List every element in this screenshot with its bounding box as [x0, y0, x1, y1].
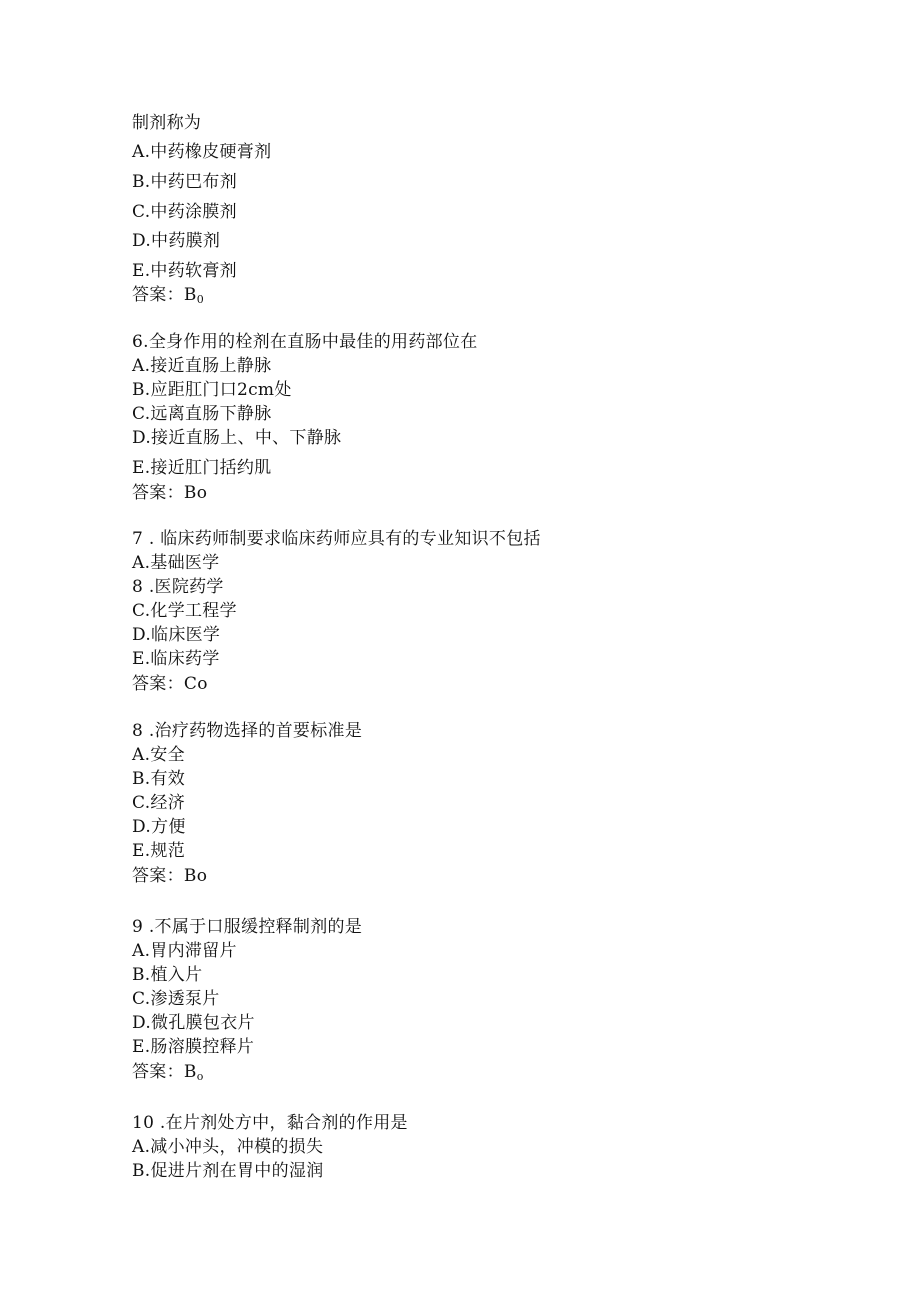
answer-suffix: o [196, 1070, 204, 1083]
option-d: D.中药膜剂 [132, 231, 221, 251]
option-b: B.应距肛门口2cm处 [132, 380, 292, 400]
option-e: E.中药软膏剂 [132, 261, 237, 281]
question-stem: 6.全身作用的栓剂在直肠中最佳的用药部位在 [132, 332, 478, 352]
option-a: A.安全 [132, 745, 185, 765]
answer-text: 答案：B [132, 1062, 197, 1082]
option-a: A.减小冲头，冲模的损失 [132, 1137, 324, 1157]
question-stem: 制剂称为 [132, 113, 202, 133]
option-c: C.经济 [132, 793, 186, 813]
answer-suffix: 0 [196, 293, 205, 306]
answer-line: 答案：Co [132, 674, 208, 694]
option-d: D.方便 [132, 817, 186, 837]
option-d: D.微孔膜包衣片 [132, 1013, 255, 1033]
answer-line: 答案：Bo [132, 483, 208, 503]
question-stem: 8 .治疗药物选择的首要标准是 [132, 721, 363, 741]
option-e: E.肠溶膜控释片 [132, 1037, 255, 1057]
option-a: A.基础医学 [132, 553, 220, 573]
option-b: B.中药巴布剂 [132, 172, 237, 192]
answer-text: 答案：B [132, 285, 197, 305]
option-b: B.有效 [132, 769, 186, 789]
option-c: C.远离直肠下静脉 [132, 404, 272, 424]
answer-line: 答案：Bo [132, 866, 208, 886]
question-stem: 9 .不属于口服缓控释制剂的是 [132, 917, 363, 937]
option-c: C.中药涂膜剂 [132, 202, 237, 222]
option-c: C.渗透泵片 [132, 989, 220, 1009]
option-a: A.接近直肠上静脉 [132, 356, 272, 376]
answer-line [132, 284, 204, 311]
option-e: E.临床药学 [132, 649, 220, 669]
option-b: B.植入片 [132, 965, 203, 985]
question-stem: 10 .在片剂处方中，黏合剂的作用是 [132, 1113, 408, 1133]
option-d: D.接近直肠上、中、下静脉 [132, 428, 342, 448]
option-a: A.中药橡皮硬膏剂 [132, 142, 272, 162]
option-a: A.胃内滞留片 [132, 941, 237, 961]
option-c: C.化学工程学 [132, 601, 237, 621]
option-b: B.促进片剂在胃中的湿润 [132, 1161, 324, 1181]
option-e: E.接近肛门括约肌 [132, 458, 272, 478]
answer-line [132, 1061, 204, 1088]
option-e: E.规范 [132, 841, 186, 861]
question-stem: 7 . 临床药师制要求临床药师应具有的专业知识不包括 [132, 529, 541, 549]
option-b: 8 .医院药学 [132, 577, 224, 597]
option-d: D.临床医学 [132, 625, 221, 645]
